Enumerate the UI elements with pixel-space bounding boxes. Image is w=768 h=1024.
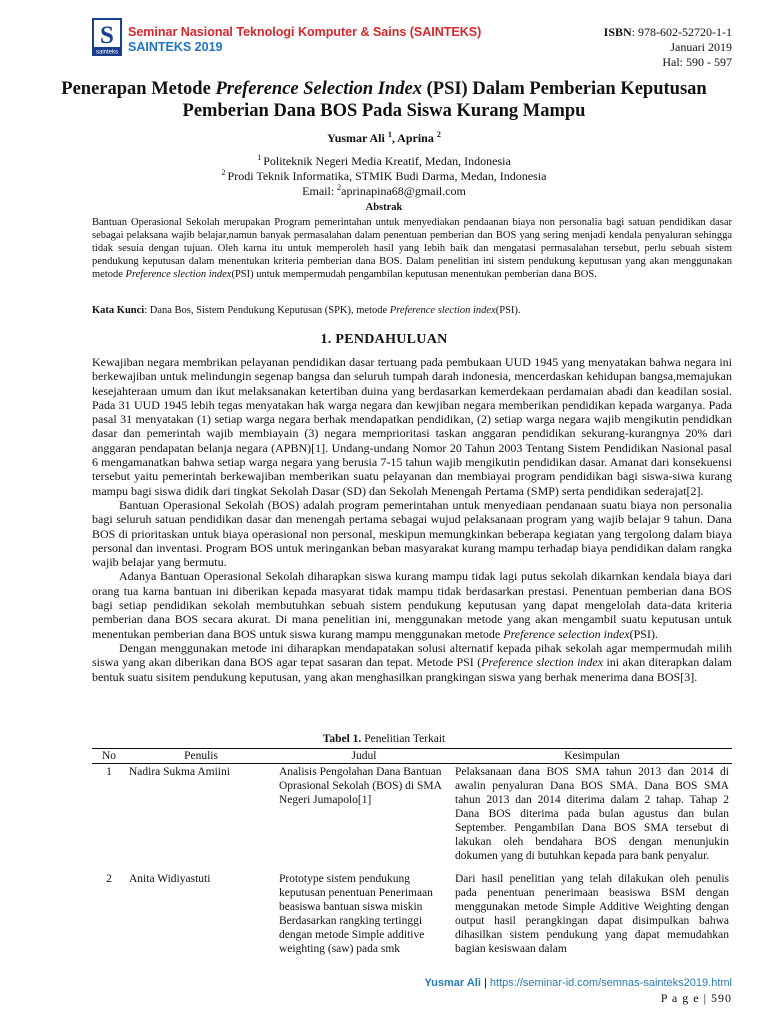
conference-title: Seminar Nasional Teknologi Komputer & Sains (SAINTEKS) bbox=[128, 25, 482, 39]
column-header: No bbox=[92, 749, 126, 764]
cell-penulis: Anita Widiyastuti bbox=[129, 873, 211, 885]
authors: Yusmar Ali $^1$, Aprina $^2$ bbox=[327, 130, 441, 145]
page-number: P a g e | 590 bbox=[660, 991, 732, 1005]
cell-kesimpulan: Dari hasil penelitian yang telah dilakukan oleh penulis pada penentuan penerimaan beasiswa BSM dengan menggunakan metode Simple Additive Weighting dengan output hasil perangkingan dapat disimpulkan bahwa dihasilkan sistem pendukung yang dapat memudahkan bagian kesiswaan dalam bbox=[455, 873, 729, 955]
section-heading: 1. PENDAHULUAN bbox=[320, 332, 448, 347]
cell-kesimpulan: Pelaksanaan dana BOS SMA tahun 2013 dan 2014 di awalin penyaluran Dana BOS SMA. Dana BOS SMA tahun 2013 dan 2014 diterima dalam 2 tahap. Tahap 2 Dana BOS diterima pada bulan agustus dan bulan September. Pengambilan Dana BOS SMA tersebut di lakukan oleh bendahara BOS dengan menunjukin dokumen yang di butuhkan kepada para bank penyalur. bbox=[455, 766, 729, 862]
page-footer bbox=[424, 976, 732, 1006]
paragraph: Kewajiban negara membrikan pelayanan pendidikan dasar tertuang pada pembukaan UUD 1945 yang menyatakan bahwa negara ini berkewajiban untuk melindungin segenap bangsa dan seluruh tumpah darah indonesia, mencerdaskan kehidupan bangsa,memajukan kesejahteraan umum dan ikut melaksanakan ketertiban duina yang berdasarkan kemerdekaan perdamaian abadi dan keadilan sosial. Pada 31 UUD 1945 lebih tegas menyatakan hak warga negara dan kewjiban negara memberikan pendidikan kepada warganya. Pada pasal 31 menyatakan (1) setiap warga negara berhak mendapatkan pendidikan, (2) setiap warga negara wajib mengikutin pendidkan dasar dan pemerintah wajib membiayain (3) negara memprioritasi taskan anggaran pendidikan sekurang-kurangnya 20% dari anggaran pendapatan belanja negara (APBN)[1]. Undang-undang Nomor 20 Tahun 2003 Tentang Sistem Pendidikan Nasional pasal 6 mengamanatkan bahwa setiap warga negara yang berusia 7-15 tahun wajib mengikutin pendidikan dasar. Amanat dari konsekuensi tersebut yaitu pemerintah berkewajiban memberikan suatu pelayanan dan membiayai program pendidikan bagi siswa-siwa kurang mampu bagi siswa didik dari tingkat Sekolah Dasar (SD) dan Sekolah Menengah Pertama (SMP) serta pendidikan sederajat[2]. bbox=[92, 355, 732, 498]
footer-link[interactable]: https://seminar-id.com/semnas-sainteks2019.html bbox=[489, 977, 732, 989]
column-header: Judul bbox=[276, 749, 452, 764]
table-header-row bbox=[92, 749, 732, 764]
column-header: Penulis bbox=[126, 749, 276, 764]
affiliation-1: $^1$ Politeknik Negeri Media Kreatif, Medan, Indonesia bbox=[257, 153, 511, 168]
footer-author-url: Yusmar Ali | https://seminar-id.com/semnas-sainteks2019.html bbox=[424, 977, 732, 989]
cell-judul: Analisis Pengolahan Dana Bantuan Oprasional Sekolah (BOS) di SMA Negeri Jumapolo[1] bbox=[279, 766, 442, 806]
isbn: ISBN: 978-602-52720-1-1 bbox=[603, 25, 732, 39]
issue-date: Januari 2019 bbox=[670, 40, 732, 54]
table-row bbox=[92, 871, 732, 964]
abstract-text: Bantuan Operasional Sekolah merupakan Program pemerintahan untuk menyediakan pendaanan biaya non personalia bagi satuan pendidikan dasar sebagai pelaksana wajib belajar,namun banyak permasalahan dalam penentuan pemberian dan BOS yang sering menjadi kendala penyaluran sehingga tidak sesuia dengan tujuan. Oleh karna itu untuk memperoleh hasil yang lebih baik dan mengatasi permasalahan tersebut, perlu sebuah sistem pendukung keputusan dalam menentukan kriteria pemberian dana BOS. Dalam penelitian ini sistem pendukung keputusan yang akan menggunakan metode Preference slection index(PSI) untuk mempermudah pengambilan keputusan menentukan pemberian dana BOS. bbox=[92, 217, 732, 280]
page-range: Hal: 590 - 597 bbox=[662, 55, 732, 69]
paragraph: Dengan menggunakan metode ini diharapkan mendapatakan solusi alternatif kepada pihak sekolah agar mempermudah milih siswa yang akan diberikan dana BOS agar tepat sasaran dan tepat. Metode PSI (Preference slection index ini akan diterapkan dalam bentuk suatu sisitem pendukung keputusan, yang akan menghasilkan prangkingan siswa yang berhak menerima dana BOS[3]. bbox=[92, 640, 732, 684]
table-caption: Tabel 1. Penelitian Terkait bbox=[322, 733, 446, 745]
logo-text: sainteks bbox=[95, 49, 119, 56]
abstract-heading: Abstrak bbox=[365, 202, 403, 213]
conference-short-name: SAINTEKS 2019 bbox=[128, 40, 223, 54]
column-header: Kesimpulan bbox=[452, 749, 732, 764]
cell-no: 1 bbox=[106, 766, 112, 778]
paragraph: Bantuan Operasional Sekolah (BOS) adalah program pemerintahan untuk menyediaan pendanaan suatu biaya non personalia bagi seluruh satuan pendidikan dasar dan menengah pertama sebagai wujud pelaksanaan program yang wajib belajar 9 tahun. Dana BOS di prioritaskan untuk biaya operasional non personal, meskipun memungkinkan beberapa kegiatan yang tergolong dalam biaya personal dan inventasi. Program BOS untuk meringankan beban masyarakat kurang mampu terhadap biaya pendidikan dalam rangka wajib belajar yang bermutu. bbox=[92, 497, 732, 570]
cell-penulis: Nadira Sukma Amiini bbox=[129, 766, 230, 778]
paragraph: Adanya Bantuan Operasional Sekolah diharapkan siswa kurang mampu tidak lagi putus sekolah dikarnkan kendala biaya dari orang tua karna bantuan ini diberikan kepada masyarat tidak mampu tidak berdasarkan prestasi. Penentuan pemberian dana BOS bagi setiap pendidikan sekolah membutuhkan sebuah sistem pendukung keputusan yang dapat mengelolah data-data kriteria pemberian dana BOS secara akurat. Di mana penelitian ini, menggunakan metode yang akan mengambil suatu keputusan untuk menentukan pemberian dana BOS untuk siswa kurang mampu menggunakan metode Preference selection index(PSI). bbox=[92, 569, 732, 641]
affiliation-2: $^2$ Prodi Teknik Informatika, STMIK Budi Darma, Medan, Indonesia bbox=[221, 168, 547, 183]
email: Email: $^2$aprinapina68@gmail.com bbox=[302, 183, 466, 198]
table-row bbox=[92, 764, 732, 872]
keywords: Kata Kunci: Dana Bos, Sistem Pendukung Keputusan (SPK), metode Preference slection index(PSI). bbox=[92, 305, 521, 316]
cell-no: 2 bbox=[106, 873, 112, 885]
cell-judul: Prototype sistem pendukung keputusan penentuan Penerimaan beasiswa bantuan siswa miskin Berdasarkan rangking tertinggi dengan metode Simple additive weighting (saw) pada smk bbox=[279, 873, 433, 955]
logo-letter: S bbox=[100, 22, 114, 49]
related-research-table bbox=[92, 748, 732, 964]
paper-title: Penerapan Metode Preference Selection Index (PSI) Dalam Pemberian Keputusan Pemberian Dana BOS Pada Siswa Kurang Mampu bbox=[61, 79, 707, 121]
